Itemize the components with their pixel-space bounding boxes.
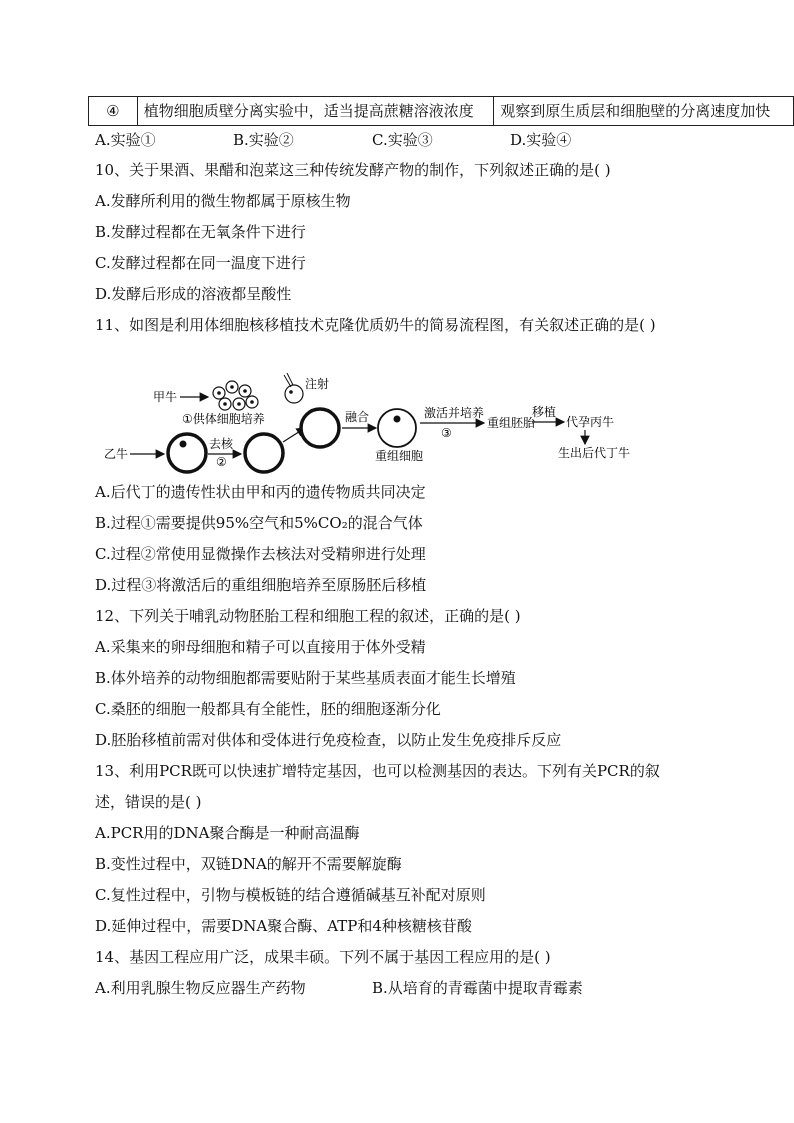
q12-option-d: D.胚胎移植前需对供体和受体进行免疫检查，以防止发生免疫排斥反应 bbox=[95, 731, 562, 749]
q11-option-d: D.过程③将激活后的重组细胞培养至原肠胚后移植 bbox=[95, 576, 427, 594]
q11-option-c: C.过程②常使用显微操作去核法对受精卵进行处理 bbox=[95, 545, 426, 563]
q10-option-d: D.发酵后形成的溶液都呈酸性 bbox=[95, 285, 292, 303]
q9-option-c: C.实验③ bbox=[372, 131, 433, 149]
q14-option-b: B.从培育的青霉菌中提取青霉素 bbox=[372, 979, 583, 997]
q13-option-c: C.复性过程中，引物与模板链的结合遵循碱基互补配对原则 bbox=[95, 886, 486, 904]
label-offspring: 生出后代丁牛 bbox=[558, 446, 631, 460]
label-activate: 激活并培养 bbox=[424, 406, 485, 420]
label-step2: ② bbox=[216, 455, 227, 469]
label-recon-cell: 重组细胞 bbox=[375, 449, 424, 463]
q11-option-a: A.后代丁的遗传性状由甲和丙的遗传物质共同决定 bbox=[95, 483, 426, 501]
label-fuse: 融合 bbox=[345, 410, 370, 424]
label-step1: ①供体细胞培养 bbox=[182, 412, 265, 426]
egg-cell bbox=[168, 434, 206, 472]
q14-stem: 14、基因工程应用广泛，成果丰硕。下列不属于基因工程应用的是( ) bbox=[95, 948, 551, 966]
label-cow-b: 乙牛 bbox=[104, 447, 129, 461]
label-surrogate: 代孕丙牛 bbox=[566, 415, 615, 429]
injection-cell bbox=[285, 385, 303, 403]
label-transfer: 移植 bbox=[532, 405, 557, 419]
q9-option-a: A.实验① bbox=[95, 131, 156, 149]
table-row bbox=[89, 97, 794, 126]
q13-option-b: B.变性过程中，双链DNA的解开不需要解旋酶 bbox=[95, 855, 402, 873]
label-recon-embryo: 重组胚胎 bbox=[487, 416, 536, 430]
label-inject: 注射 bbox=[305, 377, 330, 391]
q11-option-b: B.过程①需要提供95%空气和5%CO₂的混合气体 bbox=[95, 514, 423, 532]
q10-option-a: A.发酵所利用的微生物都属于原核生物 bbox=[95, 192, 351, 210]
label-cow-a: 甲牛 bbox=[153, 390, 178, 404]
q12-option-a: A.采集来的卵母细胞和精子可以直接用于体外受精 bbox=[95, 638, 426, 656]
q13-option-a: A.PCR用的DNA聚合酶是一种耐高温酶 bbox=[95, 824, 360, 842]
donor-cell-cluster bbox=[213, 381, 258, 410]
q13-option-d: D.延伸过程中，需要DNA聚合酶、ATP和4种核糖核苷酸 bbox=[95, 917, 472, 935]
q12-option-b: B.体外培养的动物细胞都需要贴附于某些基质表面才能生长增殖 bbox=[95, 669, 516, 687]
enucleated-egg bbox=[245, 434, 283, 472]
q14-option-a: A.利用乳腺生物反应器生产药物 bbox=[95, 979, 306, 997]
q12-stem: 12、下列关于哺乳动物胚胎工程和细胞工程的叙述，正确的是( ) bbox=[95, 607, 521, 625]
q9-option-b: B.实验② bbox=[233, 131, 294, 149]
q11-stem: 11、如图是利用体细胞核移植技术克隆优质奶牛的简易流程图，有关叙述正确的是( ) bbox=[95, 316, 656, 334]
cloning-flow-diagram bbox=[0, 360, 794, 490]
q10-stem: 10、关于果酒、果醋和泡菜这三种传统发酵产物的制作，下列叙述正确的是( ) bbox=[95, 161, 611, 179]
label-denucleate: 去核 bbox=[209, 437, 234, 451]
reconstructed-cell bbox=[378, 409, 416, 447]
table-cell-experiment: 植物细胞质壁分离实验中，适当提高蔗糖溶液浓度 bbox=[137, 97, 493, 126]
q13-stem-line1: 13、利用PCR既可以快速扩增特定基因，也可以检测基因的表达。下列有关PCR的叙 bbox=[95, 762, 660, 780]
table-cell-result: 观察到原生质层和细胞壁的分离速度加快 bbox=[494, 97, 794, 126]
q9-option-d: D.实验④ bbox=[510, 131, 572, 149]
table-cell-num: ④ bbox=[89, 97, 138, 126]
label-step3: ③ bbox=[441, 426, 452, 440]
q10-option-b: B.发酵过程都在无氧条件下进行 bbox=[95, 223, 306, 241]
experiment-table bbox=[88, 96, 794, 126]
q12-option-c: C.桑胚的细胞一般都具有全能性，胚的细胞逐渐分化 bbox=[95, 700, 441, 718]
injected-egg bbox=[301, 409, 339, 447]
q10-option-c: C.发酵过程都在同一温度下进行 bbox=[95, 254, 306, 272]
q13-stem-line2: 述，错误的是( ) bbox=[95, 793, 202, 811]
